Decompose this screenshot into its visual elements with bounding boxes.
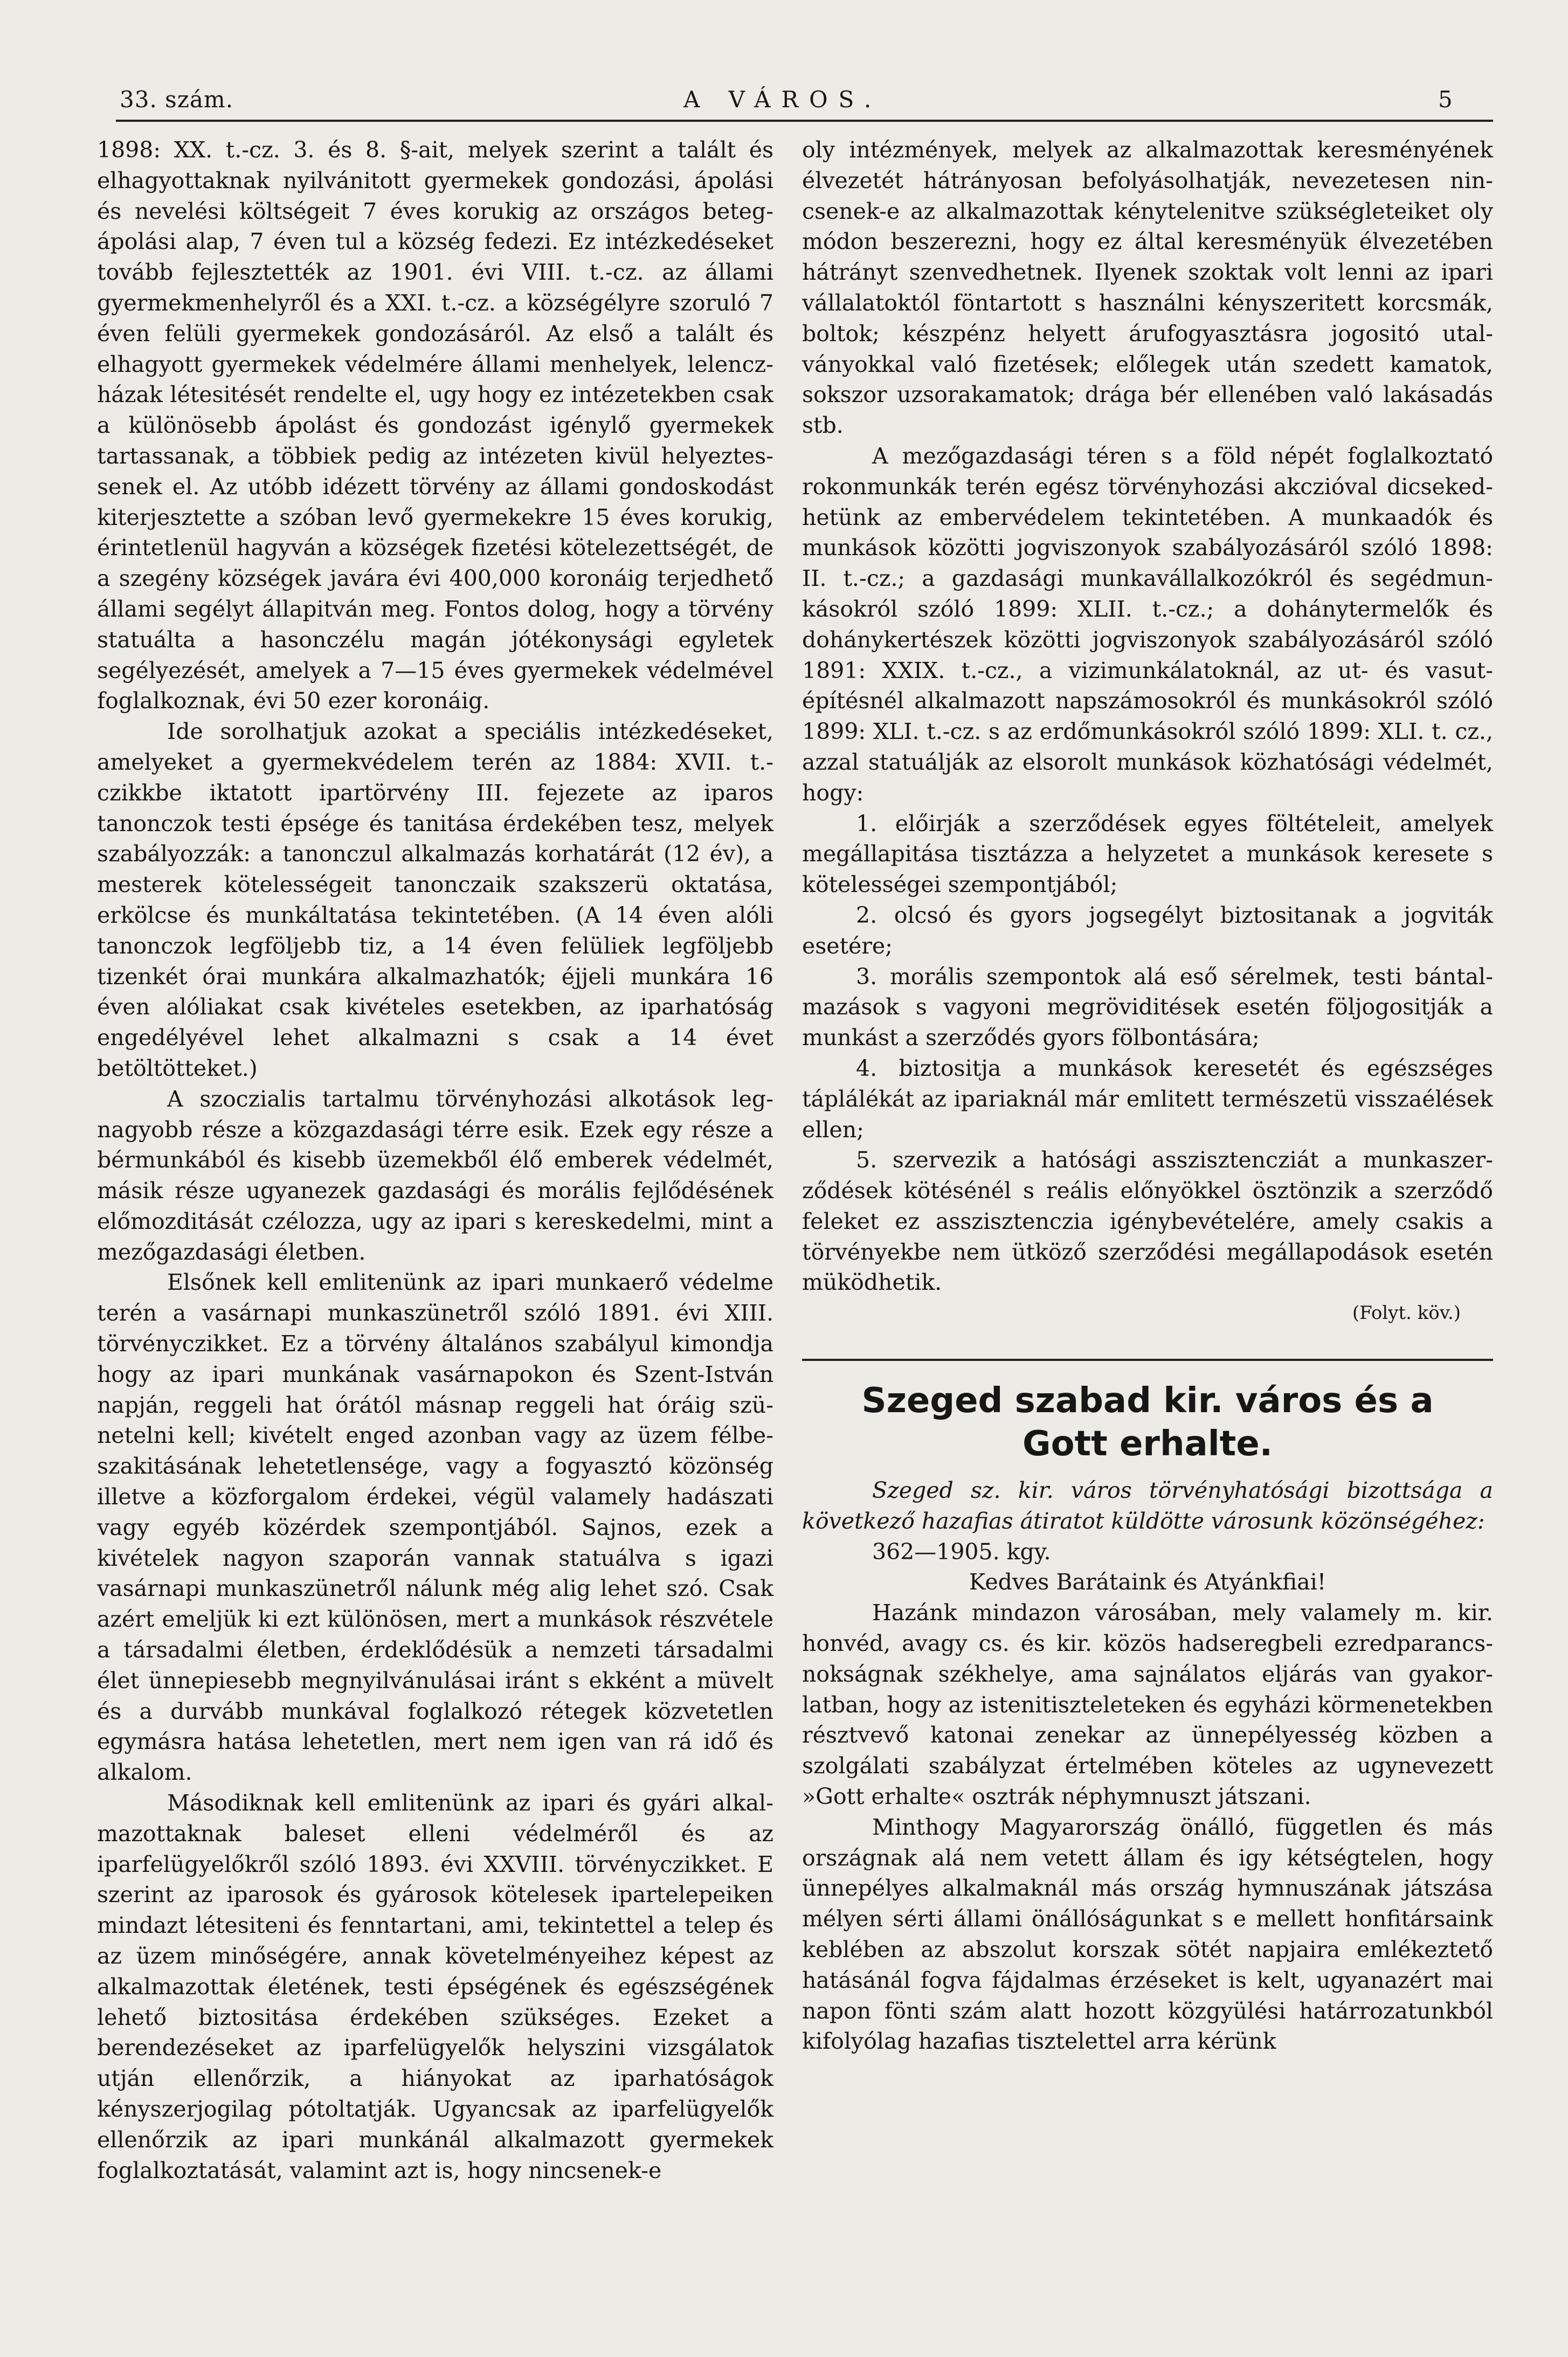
- article-title-line: Szeged szabad kir. város és a: [861, 1381, 1434, 1421]
- issue-number: 33. szám.: [120, 86, 234, 113]
- paragraph: Ide sorolhatjuk azokat a speciális intézkedéseket, amelyeket a gyermekvédelem terén az 1884: XVII. t.-czikkbe iktatott ipartörvény III. fejezete az iparos tanonczok testi épsége és tanitása érdekében tesz, melyek szabályozzák: a tanonczul alkalmazás korhatárát (12 év), a mesterek kötelességeit tanonczaik szakszerü oktatása, erkölcse és munkáltatása tekintetében. (A 14 éven alóli tanonczok legföljebb tiz, a 14 éven felüliek legföljebb tizenkét órai munkára alkalmazhatók; éjjeli munkára 16 éven alóliakat csak kivételes esetekben, az iparhatóság engedélyével lehet alkalmazni s csak a 14 évet betöltötteket.): [97, 718, 773, 1081]
- article-title: [802, 1379, 1493, 1466]
- paragraph: 1898: XX. t.-cz. 3. és 8. §-ait, melyek szerint a talált és elhagyottaknak nyilvánitott gyermekek gondozási, ápolási és nevelési költségeit 7 éves korukig az országos betegápolási alap, 7 éven tul a község fedezi. Ez intézkedéseket tovább fejlesztették az 1901. évi VIII. t.-cz. az állami gyermekmenhelyről és a XXI. t.-cz. a községélyre szoruló 7 éven felüli gyermekek gondozásáról. Az első a talált és elhagyott gyermekek védelmére állami menhelyek, lelenczházak létesitését rendelte el, ugy hogy ez intézetekben csak a különösebb ápolást és gondozást igénylő gyermekek tartassanak, a többiek pedig az intézeten kivül helyeztessenek el. Az utóbb idézett törvény az állami gondoskodást kiterjesztette a szóban levő gyermekekre 15 éves korukig, érintetlenül hagyván a községek fizetési kötelezettségét, de a szegény községek javára évi 400,000 koronáig terjedhető állami segélyt állapitván meg. Fontos dolog, hogy a törvény statuálta a hasonczélu magán jótékonysági egyletek segélyezését, amelyek a 7—15 éves gyermekek védelmével foglalkoznak, évi 50 ezer koronáig.: [97, 137, 773, 714]
- paragraph: Minthogy Magyarország önálló, független és más országnak alá nem vetett állam és igy kétségtelen, hogy ünnepélyes alkalmaknál más ország hymnuszának játszása mélyen sérti állami önállóságunkat s e mellett honfitársaink keblében az abszolut korszak sötét napjaira emlékeztető hatásánál fogva fájdalmas érzéseket is kelt, ugyanazért mai napon fönti szám alatt hozott közgyülési határrozatunkból kifolyólag hazafias tisztelettel arra kérünk: [802, 1814, 1493, 2055]
- list-item: 5. szervezik a hatósági asszisztencziát a munkaszerződések kötésénél s reális előnyökkel ösztönzik a szerződő feleket ez asszisztenczia igénybevételére, amely csakis a törvényekbe nem ütköző szerződési megállapodások esetén müködhetik.: [802, 1147, 1493, 1296]
- left-column: [97, 135, 773, 2186]
- masthead-title: A VÁROS.: [683, 86, 882, 113]
- reference-number: 362—1905. kgy.: [872, 1538, 1051, 1565]
- article-divider: [802, 1359, 1493, 1361]
- page-number: 5: [1438, 86, 1453, 113]
- list-item: 2. olcsó és gyors jogsegélyt biztositanak a jogviták esetére;: [802, 902, 1493, 959]
- salutation: Kedves Barátaink és Atyánkfiai!: [969, 1569, 1327, 1595]
- list-item: 4. biztositja a munkások keresetét és egészséges táplálékát az ipariaknál már emlitett természetü visszaélések ellen;: [802, 1055, 1493, 1143]
- header-rule: [116, 120, 1493, 122]
- paragraph: A szoczialis tartalmu törvényhozási alkotások legnagyobb része a közgazdasági térre esik. Ezek egy része a bérmunkából és kisebb üzemekből élő emberek védelmét, másik része ugyanezek gazdasági és morális fejlődésének előmozditását czélozza, ugy az ipari s kereskedelmi, mint a mezőgazdasági életben.: [97, 1086, 773, 1265]
- paragraph: oly intézmények, melyek az alkalmazottak keresményének élvezetét hátrányosan befolyásolhatják, nevezetesen nincsenek-e az alkalmazottak kénytelenitve szükségleteiket oly módon beszerezni, hogy ez által keresményük élvezetében hátrányt szenvedhetnek. Ilyenek szoktak volt lenni az ipari vállalatoktól föntartott s használni kényszeritett korcsmák, boltok; készpénz helyett árufogyasztásra jogositó utalványokkal való fizetések; előlegek után szedett kamatok, sokszor uzsorakamatok; drága bér ellenében való lakásadás stb.: [802, 137, 1493, 439]
- paragraph: Hazánk mindazon városában, mely valamely m. kir. honvéd, avagy cs. és kir. közös hadseregbeli ezredparancsnokságnak székhelye, ama sajnálatos eljárás van gyakorlatban, hogy az istenitiszteleteken és egyházi körmenetekben résztvevő katonai zenekar az ünnepélyesség közben a szolgálati szabályzat értelmében köteles az ugynevezett »Gott erhalte« osztrák néphymnuszt játszani.: [802, 1600, 1493, 1810]
- list-item: 1. előirják a szerződések egyes föltételeit, amelyek megállapitása tisztázza a helyzetet a munkások keresete s kötelességei szempontjából;: [802, 810, 1493, 898]
- article-title-line: Gott erhalte.: [1023, 1424, 1273, 1464]
- article-intro: Szeged sz. kir. város törvényhatósági bizottsága a következő hazafias átiratot küldötte városunk közönségéhez:: [802, 1477, 1493, 1534]
- list-item: 3. morális szempontok alá eső sérelmek, testi bántalmazások s vagyoni megröviditések esetén följogositják a munkást a szerződés gyors fölbontására;: [802, 963, 1493, 1051]
- paragraph: Elsőnek kell emlitenünk az ipari munkaerő védelme terén a vasárnapi munkaszünetről szóló 1891. évi XIII. törvényczikket. Ez a törvény általános szabályul kimondja hogy az ipari munkának vasárnapokon és Szent-István napján, reggeli hat órától másnap reggeli hat óráig szünetelni kell; kivételt enged azonban vagy az üzem félbeszakitásának lehetetlensége, vagy a fogyasztó közönség illetve a közforgalom érdekei, végül valamely hadászati vagy egyéb közérdek szempontjából. Sajnos, ezek a kivételek nagyon szaporán vannak statuálva s igazi vasárnapi munkaszünetről nálunk még alig lehet szó. Csak azért emeljük ki ezt különösen, mert a munkások részvétele a társadalmi életben, érdeklődésük a nemzeti társadalmi élet ünnepiesebb megnyilvánulásai iránt s ekként a müvelt és a durvább munkával foglalkozó rétegek közvetetlen egymásra hatása lehetetlen, mert nem igen van rá idő és alkalom.: [97, 1269, 773, 1786]
- paragraph: A mezőgazdasági téren s a föld népét foglalkoztató rokonmunkák terén egész törvényhozási akczióval dicsekedhetünk az embervédelem tekintetében. A munkaadók és munkások közötti jogviszonyok szabályozásáról szóló 1898: II. t.-cz.; a gazdasági munkavállalkozókról és segédmunkásokról szóló 1899: XLII. t.-cz.; a dohánytermelők és dohánykertészek közötti jogviszonyok szabályozásáról szóló 1891: XXIX. t.-cz., a vizimunkálatoknál, az ut- és vasutépítésnél alkalmazott napszámosokról és munkásokról szóló 1899: XLI. t.-cz. s az erdőmunkásokról szóló 1899: XLI. t. cz., azzal statuálják az elsorolt munkások közhatósági védelmét, hogy:: [802, 443, 1493, 806]
- paragraph: Másodiknak kell emlitenünk az ipari és gyári alkalmazottaknak baleset elleni védelméről és az iparfelügyelőkről szóló 1893. évi XXVIII. törvényczikket. E szerint az iparosok és gyárosok kötelesek ipartelepeiken mindazt létesiteni és fenntartani, ami, tekintettel a telep és az üzem minőségére, annak követelményeihez képest az alkalmazottak életének, testi épségének és egészségének lehető biztositása érdekében szükséges. Ezeket a berendezéseket az iparfelügyelők helyszini vizsgálatok utján ellenőrzik, a hiányokat az iparhatóságok kényszerjogilag pótoltatják. Ugyancsak az iparfelügyelők ellenőrzik az ipari munkánál alkalmazott gyermekek foglalkoztatását, valamint azt is, hogy nincsenek-e: [97, 1790, 773, 2183]
- continued-note: (Folyt. köv.): [1352, 1302, 1461, 1324]
- right-column: [802, 135, 1493, 2057]
